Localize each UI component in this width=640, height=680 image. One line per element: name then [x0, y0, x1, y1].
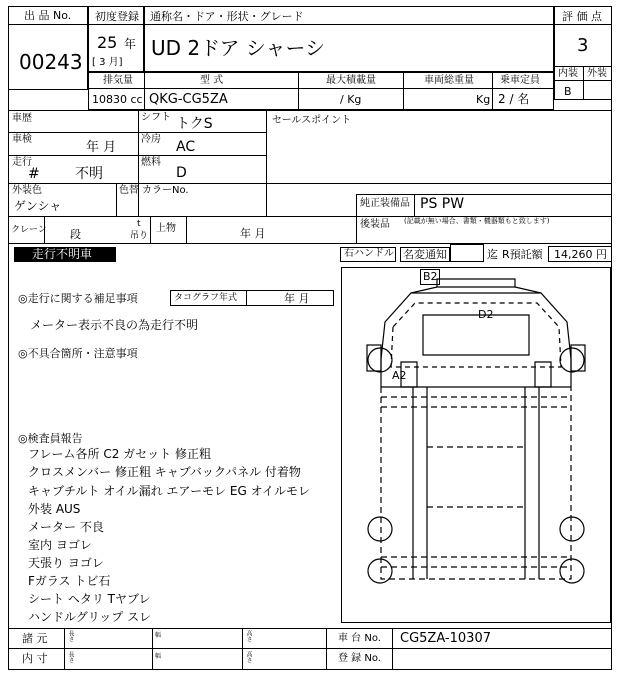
tacho-value: 年 月: [284, 292, 310, 305]
width-label-2: 幅: [155, 653, 162, 660]
aftermarket-note: (記載が無い場合、書類・機器類もと致します): [404, 217, 550, 225]
deck-date: 年 月: [240, 227, 266, 240]
aftermarket-label: 後装品: [360, 219, 390, 230]
defects-header: ◎不具合箇所・注意事項: [18, 347, 138, 360]
report-line: メーター 不良: [28, 520, 104, 534]
crane-hang: 吊り: [130, 231, 149, 241]
specs-label: 諸 元: [22, 632, 48, 645]
interior-grade-value: B: [564, 85, 572, 98]
mirror-left: [367, 345, 381, 371]
displacement-value: 10830 cc: [92, 93, 143, 106]
cab-outline: [381, 293, 571, 387]
frame-rail-right: [525, 387, 539, 579]
model-value: QKG-CG5ZA: [149, 92, 228, 107]
length-label: 長さ: [67, 630, 74, 642]
first-reg-label: 初度登録: [95, 10, 139, 23]
fuel-value: D: [176, 165, 187, 181]
history-label: 車歴: [12, 113, 32, 124]
color-change-label: 色替: [119, 185, 139, 196]
shift-label: シフト: [141, 112, 171, 123]
damage-mark-b2: B2: [423, 270, 438, 283]
report-line: 外装 AUS: [28, 502, 81, 516]
inspection-label: 車検: [12, 134, 32, 145]
rating-label: 評 価 点: [562, 10, 602, 23]
crane-stage: 段: [70, 228, 81, 241]
footer-table: [8, 628, 612, 670]
model-label: 型 式: [200, 75, 224, 86]
options-label: 純正装備品: [360, 198, 410, 209]
crane-label: クレーン: [11, 225, 47, 235]
lot-number: 00243: [19, 50, 83, 74]
deposit-deadline-box: [450, 244, 484, 262]
reg-month: [ 3 月]: [92, 57, 123, 68]
report-line: 室内 ヨゴレ: [28, 538, 92, 552]
displacement-label: 排気量: [103, 75, 133, 86]
fuel-label: 燃料: [141, 157, 161, 168]
wheel-front-right: [560, 348, 584, 372]
name-change-label: 名変通知: [403, 248, 447, 261]
reg-year-unit: 年: [124, 37, 137, 51]
capacity-label: 乗車定員: [500, 75, 540, 86]
supplement-header: ◎走行に関する補足事項: [18, 292, 138, 305]
ext-color-value: ゲンシャ: [14, 199, 62, 213]
capacity-value: 2 / 名: [498, 92, 530, 106]
vehicle-name: UD 2ドア シャーシ: [151, 36, 326, 60]
report-line: Fガラス トビ石: [28, 574, 111, 588]
report-line: シート ヘタリ Tヤブレ: [28, 592, 151, 606]
width-label: 幅: [155, 632, 162, 639]
report-line: 天張り ヨゴレ: [28, 556, 104, 570]
inspection-value: 年 月: [86, 140, 117, 155]
max-load-label: 最大積載量: [326, 75, 376, 86]
crane-ton: t: [137, 219, 141, 229]
sales-point-label: セールスポイント: [272, 115, 352, 126]
mirror-right: [571, 345, 585, 371]
options-value: PS PW: [420, 196, 465, 212]
report-line: フレーム各所 C2 ガセット 修正粗: [28, 447, 211, 461]
mileage-unknown-badge: 走行不明車: [14, 247, 116, 262]
tacho-label: タコグラフ年式: [174, 293, 238, 303]
wheel-rear-left: [368, 517, 392, 541]
exterior-grade-label: 外装: [587, 68, 607, 79]
interior-grade-label: 内装: [558, 68, 578, 79]
deck-label: 上物: [156, 223, 176, 234]
shift-value: トクS: [176, 116, 213, 132]
height-label-2: 高さ: [245, 651, 252, 663]
wheel-rear-right: [560, 517, 584, 541]
frame-rail-left: [413, 387, 427, 579]
vehicle-name-label: 通称名・ドア・形状・グレード: [150, 10, 304, 23]
damage-mark-d2: D2: [478, 308, 494, 321]
right-hand-drive: 右ハンドル: [344, 248, 394, 259]
mileage-prefix: #: [28, 166, 40, 182]
ac-value: AC: [176, 139, 196, 155]
chassis-no-label: 車 台 No.: [338, 633, 381, 644]
color-no-label: カラーNo.: [142, 185, 189, 196]
inspector-header: ◎検査員報告: [18, 432, 83, 445]
reg-year: 25: [97, 33, 118, 52]
mileage-value: 不明: [75, 166, 103, 182]
recycle-label: R預託額: [502, 248, 543, 261]
deposit-deadline-label: 迄: [487, 248, 498, 261]
truck-diagram: [341, 267, 611, 623]
height-label: 高さ: [245, 630, 252, 642]
ext-color-label: 外装色: [12, 185, 42, 196]
gvw-value: Kg: [476, 93, 491, 106]
chassis-no-value: CG5ZA-10307: [400, 631, 491, 646]
damage-mark-a2: A2: [392, 369, 407, 382]
report-line: ハンドルグリップ スレ: [28, 610, 152, 624]
ac-label: 冷房: [141, 134, 161, 145]
wheel-front-left: [368, 348, 392, 372]
report-line: クロスメンバー 修正粗 キャブバックパネル 付着物: [28, 465, 301, 479]
lot-label: 出 品 No.: [24, 9, 72, 22]
max-load-value: / Kg: [340, 93, 362, 106]
rating-value: 3: [577, 35, 589, 56]
registration-no-label: 登 録 No.: [338, 653, 381, 664]
supplement-text: メーター表示不良の為走行不明: [30, 318, 199, 332]
mileage-label: 走行: [12, 157, 32, 168]
gvw-label: 車両総重量: [424, 75, 474, 86]
length-label-2: 長さ: [67, 651, 74, 663]
interior-dim-label: 内 寸: [22, 652, 48, 665]
report-line: キャブチルト オイル漏れ エアーモレ EG オイルモレ: [28, 484, 310, 498]
recycle-value: 14,260 円: [554, 248, 607, 261]
